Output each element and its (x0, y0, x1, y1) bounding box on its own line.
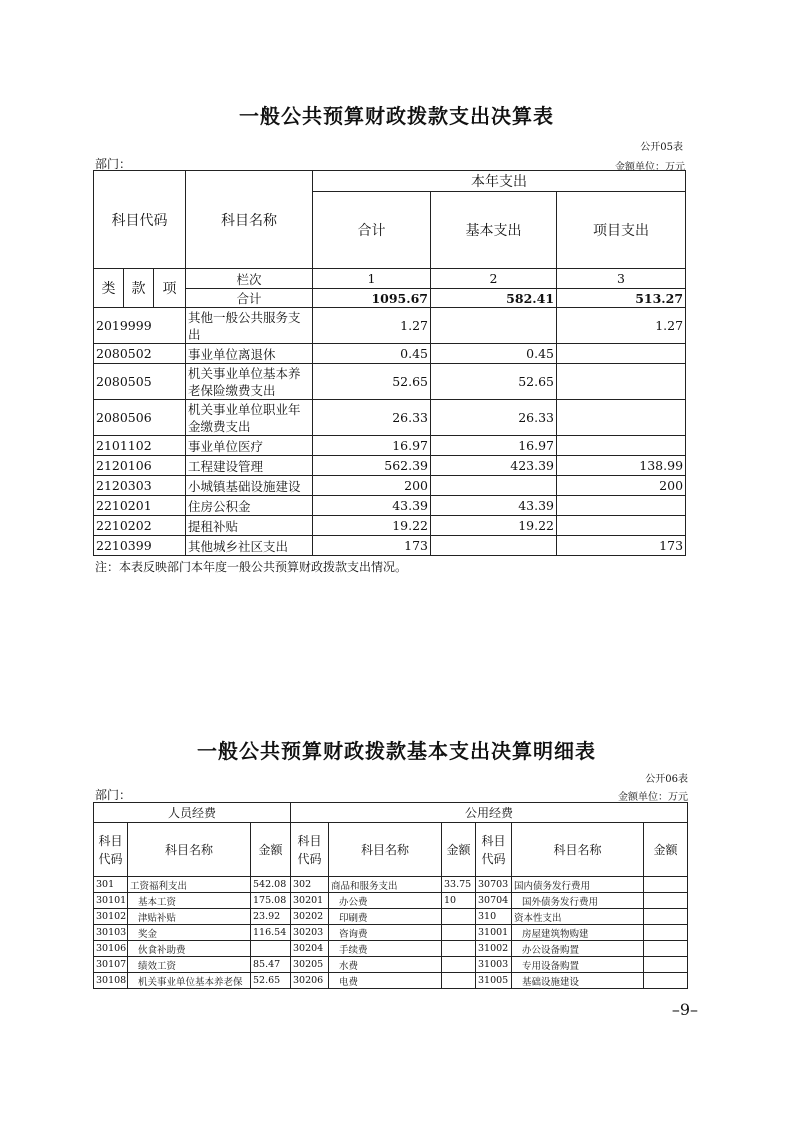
row-name: 其他城乡社区支出 (186, 536, 313, 556)
header-name-2: 科目名称 (329, 823, 442, 877)
row-name: 住房公积金 (186, 496, 313, 516)
row-project (557, 496, 686, 516)
row-basic (431, 536, 557, 556)
public-code-2: 30704 (476, 893, 512, 909)
header-lei: 类 (94, 269, 124, 308)
public-amount-2 (644, 941, 688, 957)
header-amount-3: 金额 (644, 823, 688, 877)
page-number: –9– (671, 1000, 698, 1019)
row-code: 2080505 (94, 364, 186, 400)
col-index-1: 1 (313, 269, 431, 289)
public-amount-2 (644, 877, 688, 893)
public-amount-2 (644, 925, 688, 941)
public-amount-2 (644, 909, 688, 925)
public-name: 电费 (329, 973, 442, 989)
header-name-3: 科目名称 (512, 823, 644, 877)
public-code: 30204 (291, 941, 329, 957)
public-amount: 10 (442, 893, 476, 909)
public-code-2: 31003 (476, 957, 512, 973)
col-index-2: 2 (431, 269, 557, 289)
header-code-1: 科目代码 (94, 823, 128, 877)
table-row (94, 925, 688, 941)
row-name: 事业单位医疗 (186, 436, 313, 456)
public-code-2: 31002 (476, 941, 512, 957)
header-subject-code: 科目代码 (94, 171, 186, 269)
row-code: 2019999 (94, 308, 186, 344)
row-code: 2210201 (94, 496, 186, 516)
table-row (94, 436, 686, 456)
personnel-name: 工资福利支出 (128, 877, 251, 893)
total-basic: 582.41 (431, 289, 557, 308)
row-total: 1.27 (313, 308, 431, 344)
table-row (94, 496, 686, 516)
row-code: 2120106 (94, 456, 186, 476)
row-code: 2080506 (94, 400, 186, 436)
table-row (94, 536, 686, 556)
header-subject-name: 科目名称 (186, 171, 313, 269)
table-row (94, 344, 686, 364)
row-name: 事业单位离退休 (186, 344, 313, 364)
total-sum: 1095.67 (313, 289, 431, 308)
public-code: 302 (291, 877, 329, 893)
public-amount (442, 909, 476, 925)
header-xiang: 项 (154, 269, 186, 308)
table1-code: 公开05表 (640, 142, 683, 153)
personnel-name: 绩效工资 (128, 957, 251, 973)
header-code-3: 科目代码 (476, 823, 512, 877)
table-row (94, 308, 686, 344)
row-code: 2120303 (94, 476, 186, 496)
row-name: 工程建设管理 (186, 456, 313, 476)
row-total: 26.33 (313, 400, 431, 436)
header-basic: 基本支出 (431, 192, 557, 269)
row-total: 200 (313, 476, 431, 496)
public-name: 水费 (329, 957, 442, 973)
table-row (94, 516, 686, 536)
header-project: 项目支出 (557, 192, 686, 269)
table1-unit: 金额单位：万元 (615, 162, 685, 173)
row-code: 2210399 (94, 536, 186, 556)
personnel-code: 30106 (94, 941, 128, 957)
table2-unit: 金额单位：万元 (618, 792, 688, 803)
table-row (94, 909, 688, 925)
table-row (94, 893, 688, 909)
public-name-2: 基础设施建设 (512, 973, 644, 989)
public-code: 30202 (291, 909, 329, 925)
row-name: 机关事业单位职业年金缴费支出 (186, 400, 313, 436)
public-code: 30201 (291, 893, 329, 909)
row-total: 0.45 (313, 344, 431, 364)
row-project (557, 516, 686, 536)
table1-dept-label: 部门： (95, 157, 132, 171)
row-project: 200 (557, 476, 686, 496)
public-amount: 33.75 (442, 877, 476, 893)
total-label: 合计 (186, 289, 313, 308)
table2-dept-label: 部门： (95, 788, 132, 802)
personnel-code: 30102 (94, 909, 128, 925)
table-row (94, 476, 686, 496)
public-name: 咨询费 (329, 925, 442, 941)
public-name-2: 国外债务发行费用 (512, 893, 644, 909)
public-code: 30205 (291, 957, 329, 973)
row-code: 2080502 (94, 344, 186, 364)
header-total: 合计 (313, 192, 431, 269)
public-code: 30203 (291, 925, 329, 941)
public-name-2: 房屋建筑物购建 (512, 925, 644, 941)
table-row (94, 973, 688, 989)
row-basic: 16.97 (431, 436, 557, 456)
col-index-3: 3 (557, 269, 686, 289)
row-total: 52.65 (313, 364, 431, 400)
personnel-amount: 542.08 (251, 877, 291, 893)
row-name: 机关事业单位基本养老保险缴费支出 (186, 364, 313, 400)
personnel-amount: 52.65 (251, 973, 291, 989)
row-total: 19.22 (313, 516, 431, 536)
row-name: 小城镇基础设施建设 (186, 476, 313, 496)
table2-title: 一般公共预算财政拨款基本支出决算明细表 (197, 739, 596, 763)
personnel-code: 30108 (94, 973, 128, 989)
public-amount (442, 941, 476, 957)
row-total: 173 (313, 536, 431, 556)
public-amount-2 (644, 973, 688, 989)
personnel-amount: 116.54 (251, 925, 291, 941)
header-current-year: 本年支出 (313, 171, 686, 192)
personnel-name: 津贴补贴 (128, 909, 251, 925)
personnel-amount: 23.92 (251, 909, 291, 925)
row-name: 其他一般公共服务支出 (186, 308, 313, 344)
row-basic: 0.45 (431, 344, 557, 364)
row-total: 16.97 (313, 436, 431, 456)
public-amount (442, 925, 476, 941)
header-code-2: 科目代码 (291, 823, 329, 877)
header-amount-1: 金额 (251, 823, 291, 877)
row-basic (431, 308, 557, 344)
table-row (94, 941, 688, 957)
public-amount-2 (644, 893, 688, 909)
row-basic: 52.65 (431, 364, 557, 400)
row-project (557, 344, 686, 364)
table1-title: 一般公共预算财政拨款支出决算表 (239, 104, 554, 128)
row-project: 1.27 (557, 308, 686, 344)
table1 (93, 170, 686, 556)
public-code-2: 31005 (476, 973, 512, 989)
public-code: 30206 (291, 973, 329, 989)
row-code: 2101102 (94, 436, 186, 456)
header-public: 公用经费 (291, 803, 688, 823)
table-row (94, 364, 686, 400)
header-kuan: 款 (124, 269, 154, 308)
row-project (557, 436, 686, 456)
row-basic: 26.33 (431, 400, 557, 436)
row-basic: 19.22 (431, 516, 557, 536)
personnel-code: 30107 (94, 957, 128, 973)
table1-note: 注：本表反映部门本年度一般公共预算财政拨款支出情况。 (95, 560, 408, 574)
row-project (557, 364, 686, 400)
personnel-name: 奖金 (128, 925, 251, 941)
public-amount (442, 973, 476, 989)
header-lanci: 栏次 (186, 269, 313, 289)
public-name-2: 资本性支出 (512, 909, 644, 925)
public-amount-2 (644, 957, 688, 973)
header-name-1: 科目名称 (128, 823, 251, 877)
public-name: 手续费 (329, 941, 442, 957)
table-row (94, 957, 688, 973)
public-code-2: 31001 (476, 925, 512, 941)
public-code-2: 30703 (476, 877, 512, 893)
table-row (94, 400, 686, 436)
row-total: 562.39 (313, 456, 431, 476)
personnel-name: 基本工资 (128, 893, 251, 909)
row-project (557, 400, 686, 436)
header-amount-2: 金额 (442, 823, 476, 877)
public-name: 办公费 (329, 893, 442, 909)
row-project: 138.99 (557, 456, 686, 476)
row-basic: 43.39 (431, 496, 557, 516)
public-name: 商品和服务支出 (329, 877, 442, 893)
personnel-code: 30103 (94, 925, 128, 941)
row-name: 提租补贴 (186, 516, 313, 536)
personnel-amount: 175.08 (251, 893, 291, 909)
table2 (93, 802, 688, 989)
public-name-2: 办公设备购置 (512, 941, 644, 957)
row-project: 173 (557, 536, 686, 556)
table-row (94, 877, 688, 893)
personnel-amount (251, 941, 291, 957)
personnel-amount: 85.47 (251, 957, 291, 973)
public-amount (442, 957, 476, 973)
row-basic: 423.39 (431, 456, 557, 476)
table-row (94, 456, 686, 476)
personnel-code: 30101 (94, 893, 128, 909)
row-basic (431, 476, 557, 496)
total-project: 513.27 (557, 289, 686, 308)
personnel-code: 301 (94, 877, 128, 893)
personnel-name: 伙食补助费 (128, 941, 251, 957)
header-personnel: 人员经费 (94, 803, 291, 823)
table2-code: 公开06表 (645, 774, 688, 785)
public-name-2: 国内债务发行费用 (512, 877, 644, 893)
row-code: 2210202 (94, 516, 186, 536)
public-name-2: 专用设备购置 (512, 957, 644, 973)
row-total: 43.39 (313, 496, 431, 516)
public-code-2: 310 (476, 909, 512, 925)
public-name: 印刷费 (329, 909, 442, 925)
personnel-name: 机关事业单位基本养老保 (128, 973, 251, 989)
